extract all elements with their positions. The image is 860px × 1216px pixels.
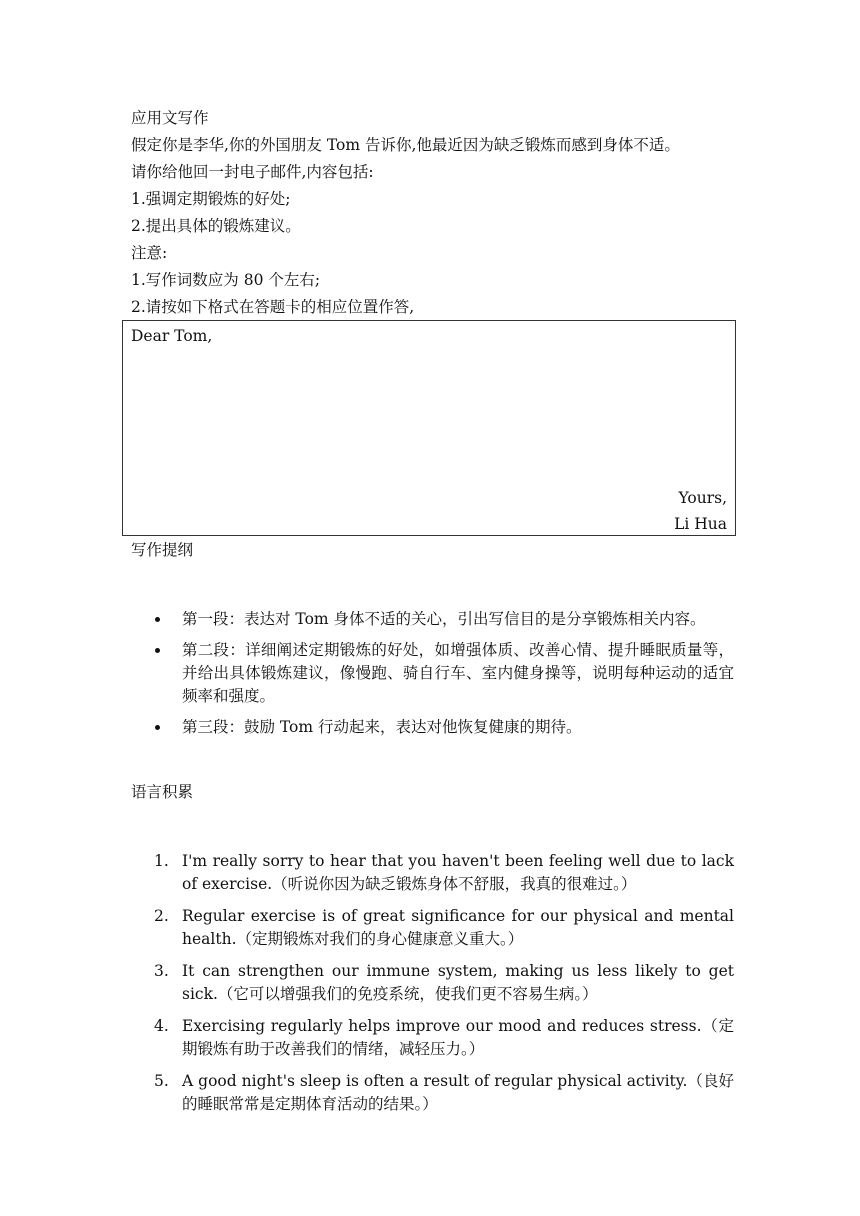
prompt-heading: 应用文写作 [131,109,209,127]
prompt-line: 假定你是李华,你的外国朋友 Tom 告诉你,他最近因为缺乏锻炼而感到身体不适。 [131,136,680,154]
outline-item-text: 第二段：详细阐述定期锻炼的好处，如增强体质、改善心情、提升睡眠质量等，并给出具体锻炼建议，像慢跑、骑自行车、室内健身操等，说明每种运动的适宜频率和强度。 [182,641,734,705]
prompt-line: 1.写作词数应为 80 个左右; [131,271,321,289]
letter-closing: Yours, [678,489,727,507]
list-item [182,639,734,708]
list-item [182,716,734,739]
list-item [182,608,734,631]
list-item [154,1015,734,1061]
prompt-line: 1.强调定期锻炼的好处; [131,190,291,208]
phrase-text: Exercising regularly helps improve our mood and reduces stress.（定期锻炼有助于改善我们的情绪，减轻压力。） [182,1017,734,1058]
letter-format-box [122,320,736,536]
item-number: 4. [154,1017,169,1035]
list-item [154,960,734,1006]
outline-item-text: 第三段：鼓励 Tom 行动起来，表达对他恢复健康的期待。 [182,718,582,736]
bullet-icon [155,617,160,622]
list-item [154,1070,734,1116]
item-number: 2. [154,907,169,925]
prompt-line: 请你给他回一封电子邮件,内容包括: [131,163,374,181]
item-number: 1. [154,852,169,870]
bullet-icon [155,725,160,730]
item-number: 3. [154,962,169,980]
phrase-text: I'm really sorry to hear that you haven't been feeling well due to lack of exercise.（听说你因为缺乏锻炼身体不舒服，我真的很难过。） [182,852,734,893]
letter-greeting: Dear Tom, [131,327,213,345]
list-item [154,850,734,896]
prompt-line: 注意: [131,244,168,262]
letter-signature: Li Hua [674,515,727,533]
item-number: 5. [154,1072,169,1090]
phrases-list [154,850,734,1116]
outline-heading: 写作提纲 [131,541,194,559]
phrases-heading: 语言积累 [131,783,194,801]
outline-list [182,608,734,739]
phrase-text: A good night's sleep is often a result of regular physical activity.（良好的睡眠常常是定期体育活动的结果。） [182,1072,734,1113]
prompt-line: 2.提出具体的锻炼建议。 [131,217,301,235]
prompt-line: 2.请按如下格式在答题卡的相应位置作答, [131,298,415,316]
outline-item-text: 第一段：表达对 Tom 身体不适的关心，引出写信目的是分享锻炼相关内容。 [182,610,706,628]
bullet-icon [155,648,160,653]
phrase-text: Regular exercise is of great significance for our physical and mental health.（定期锻炼对我们的身心健康意义重大。） [182,907,734,948]
list-item [154,905,734,951]
phrase-text: It can strengthen our immune system, making us less likely to get sick.（它可以增强我们的免疫系统，使我们更不容易生病。） [182,962,734,1003]
